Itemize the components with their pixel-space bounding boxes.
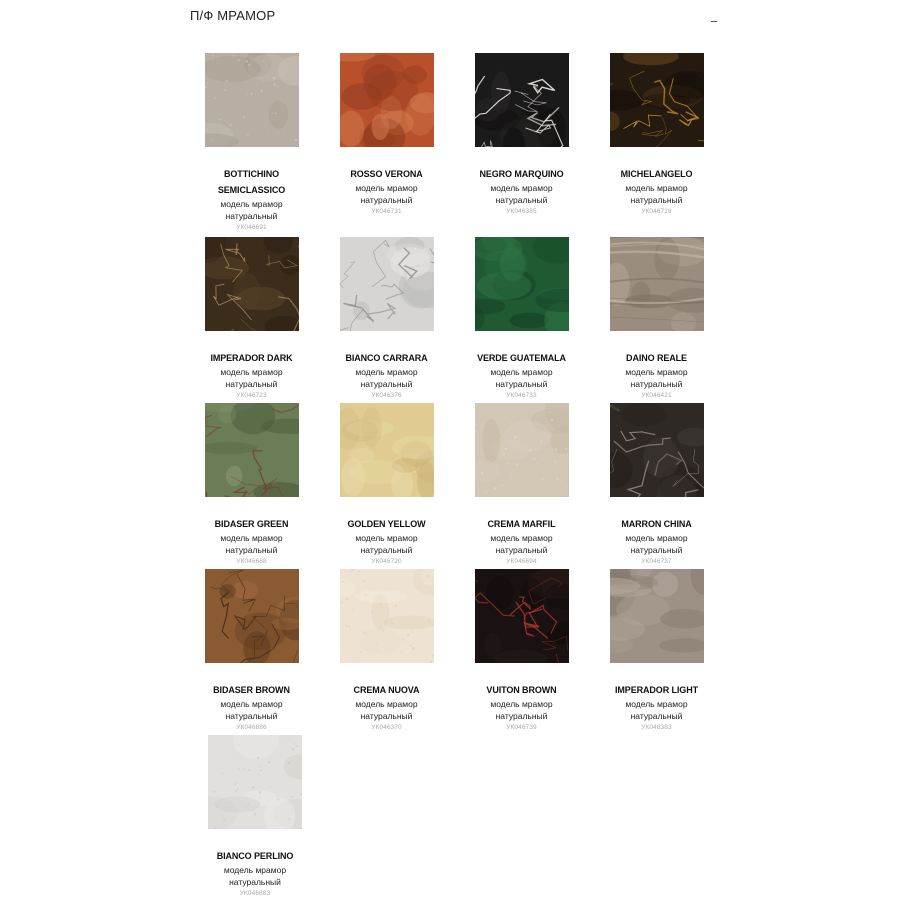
product-card[interactable] xyxy=(589,403,724,569)
product-code: УК046694 xyxy=(506,558,537,565)
product-row xyxy=(184,403,724,569)
marble-texture-icon xyxy=(475,53,569,147)
marble-texture-icon xyxy=(205,237,299,331)
product-code: УК046370 xyxy=(371,724,402,731)
product-card[interactable] xyxy=(184,237,319,403)
product-row xyxy=(184,569,724,735)
product-card[interactable] xyxy=(454,53,589,237)
product-row xyxy=(184,735,724,901)
product-name[interactable]: CREMA MARFIL xyxy=(487,519,556,529)
product-code: УК046723 xyxy=(236,392,267,399)
product-card[interactable] xyxy=(589,53,724,237)
product-code: УК046421 xyxy=(641,392,672,399)
marble-texture-icon xyxy=(475,403,569,497)
product-description: модель мрамор натуральный xyxy=(625,367,688,389)
product-code: УК046385 xyxy=(506,208,537,215)
marble-texture-icon xyxy=(205,53,299,147)
product-description: модель мрамор натуральный xyxy=(220,199,283,221)
product-grid xyxy=(184,53,724,901)
product-description: модель мрамор натуральный xyxy=(490,533,553,555)
product-name[interactable]: GOLDEN YELLOW xyxy=(347,519,426,529)
marble-swatch-image[interactable] xyxy=(205,403,299,497)
product-name[interactable]: CREMA NUOVA xyxy=(353,685,420,695)
product-name[interactable]: MARRON CHINA xyxy=(621,519,692,529)
page-title: П/Ф МРАМОР xyxy=(190,8,276,23)
marble-texture-icon xyxy=(340,53,434,147)
marble-swatch-image[interactable] xyxy=(475,403,569,497)
product-code: УК046688 xyxy=(236,558,267,565)
product-card[interactable] xyxy=(319,237,454,403)
product-code: УК046728 xyxy=(641,208,672,215)
product-name[interactable]: BIDASER GREEN xyxy=(214,519,289,529)
minimize-icon[interactable] xyxy=(711,21,717,22)
marble-swatch-image[interactable] xyxy=(340,569,434,663)
product-card[interactable] xyxy=(319,53,454,237)
product-card[interactable] xyxy=(589,237,724,403)
marble-swatch-image[interactable] xyxy=(475,237,569,331)
product-description: модель мрамор натуральный xyxy=(490,183,553,205)
product-name[interactable]: BOTTICHINO SEMICLASSICO xyxy=(217,169,286,195)
marble-swatch-image[interactable] xyxy=(610,53,704,147)
product-code: УК046737 xyxy=(641,558,672,565)
product-name[interactable]: DAINO REALE xyxy=(626,353,687,363)
marble-swatch-image[interactable] xyxy=(208,735,302,829)
marble-texture-icon xyxy=(610,569,704,663)
marble-swatch-image[interactable] xyxy=(205,569,299,663)
marble-texture-icon xyxy=(475,569,569,663)
product-description: модель мрамор натуральный xyxy=(220,367,283,389)
product-card[interactable] xyxy=(184,403,319,569)
product-card[interactable] xyxy=(319,569,454,735)
product-description: модель мрамор натуральный xyxy=(220,533,283,555)
product-description: модель мрамор натуральный xyxy=(355,699,418,721)
product-description: модель мрамор натуральный xyxy=(490,699,553,721)
product-name[interactable]: BIDASER BROWN xyxy=(213,685,290,695)
marble-swatch-image[interactable] xyxy=(610,403,704,497)
product-name[interactable]: NEGRO MARQUINO xyxy=(479,169,564,179)
marble-swatch-image[interactable] xyxy=(475,569,569,663)
marble-texture-icon xyxy=(610,403,704,497)
marble-texture-icon xyxy=(205,403,299,497)
product-code: УК046383 xyxy=(641,724,672,731)
marble-swatch-image[interactable] xyxy=(340,403,434,497)
marble-texture-icon xyxy=(340,403,434,497)
product-name[interactable]: VERDE GUATEMALA xyxy=(477,353,566,363)
product-description: модель мрамор натуральный xyxy=(355,367,418,389)
product-name[interactable]: BIANCO CARRARA xyxy=(345,353,428,363)
marble-swatch-image[interactable] xyxy=(610,569,704,663)
product-row xyxy=(184,237,724,403)
product-card[interactable] xyxy=(184,735,326,901)
marble-texture-icon xyxy=(208,735,302,829)
product-card[interactable] xyxy=(454,403,589,569)
product-row xyxy=(184,53,724,237)
product-code: УК046733 xyxy=(506,392,537,399)
product-code: УК046720 xyxy=(371,558,402,565)
product-code: УК046376 xyxy=(371,392,402,399)
product-description: модель мрамор натуральный xyxy=(625,533,688,555)
product-description: модель мрамор натуральный xyxy=(355,533,418,555)
product-description: модель мрамор натуральный xyxy=(490,367,553,389)
product-description: модель мрамор натуральный xyxy=(625,183,688,205)
product-card[interactable] xyxy=(589,569,724,735)
product-code: УК046731 xyxy=(371,208,402,215)
marble-swatch-image[interactable] xyxy=(340,237,434,331)
marble-swatch-image[interactable] xyxy=(205,237,299,331)
marble-texture-icon xyxy=(475,237,569,331)
product-code: УК046691 xyxy=(236,224,267,231)
product-card[interactable] xyxy=(319,403,454,569)
product-card[interactable] xyxy=(184,53,319,237)
product-description: модель мрамор натуральный xyxy=(355,183,418,205)
product-description: модель мрамор натуральный xyxy=(625,699,688,721)
product-card[interactable] xyxy=(454,237,589,403)
product-code: УК046686 xyxy=(236,724,267,731)
product-description: модель мрамор натуральный xyxy=(220,699,283,721)
product-name[interactable]: IMPERADOR DARK xyxy=(210,353,293,363)
marble-texture-icon xyxy=(610,53,704,147)
marble-swatch-image[interactable] xyxy=(340,53,434,147)
marble-texture-icon xyxy=(610,237,704,331)
product-name[interactable]: ROSSO VERONA xyxy=(350,169,423,179)
product-name[interactable]: VUITON BROWN xyxy=(486,685,557,695)
product-card[interactable] xyxy=(454,569,589,735)
product-card[interactable] xyxy=(184,569,319,735)
product-name[interactable]: BIANCO PERLINO xyxy=(216,851,294,861)
product-name[interactable]: IMPERADOR LIGHT xyxy=(615,685,698,695)
marble-swatch-image[interactable] xyxy=(475,53,569,147)
product-description: модель мрамор натуральный xyxy=(223,865,287,887)
product-code: УК046739 xyxy=(506,724,537,731)
marble-texture-icon xyxy=(205,569,299,663)
marble-swatch-image[interactable] xyxy=(610,237,704,331)
marble-texture-icon xyxy=(340,569,434,663)
marble-swatch-image[interactable] xyxy=(205,53,299,147)
product-code: УК046683 xyxy=(239,890,271,897)
marble-texture-icon xyxy=(340,237,434,331)
product-name[interactable]: MICHELANGELO xyxy=(620,169,693,179)
